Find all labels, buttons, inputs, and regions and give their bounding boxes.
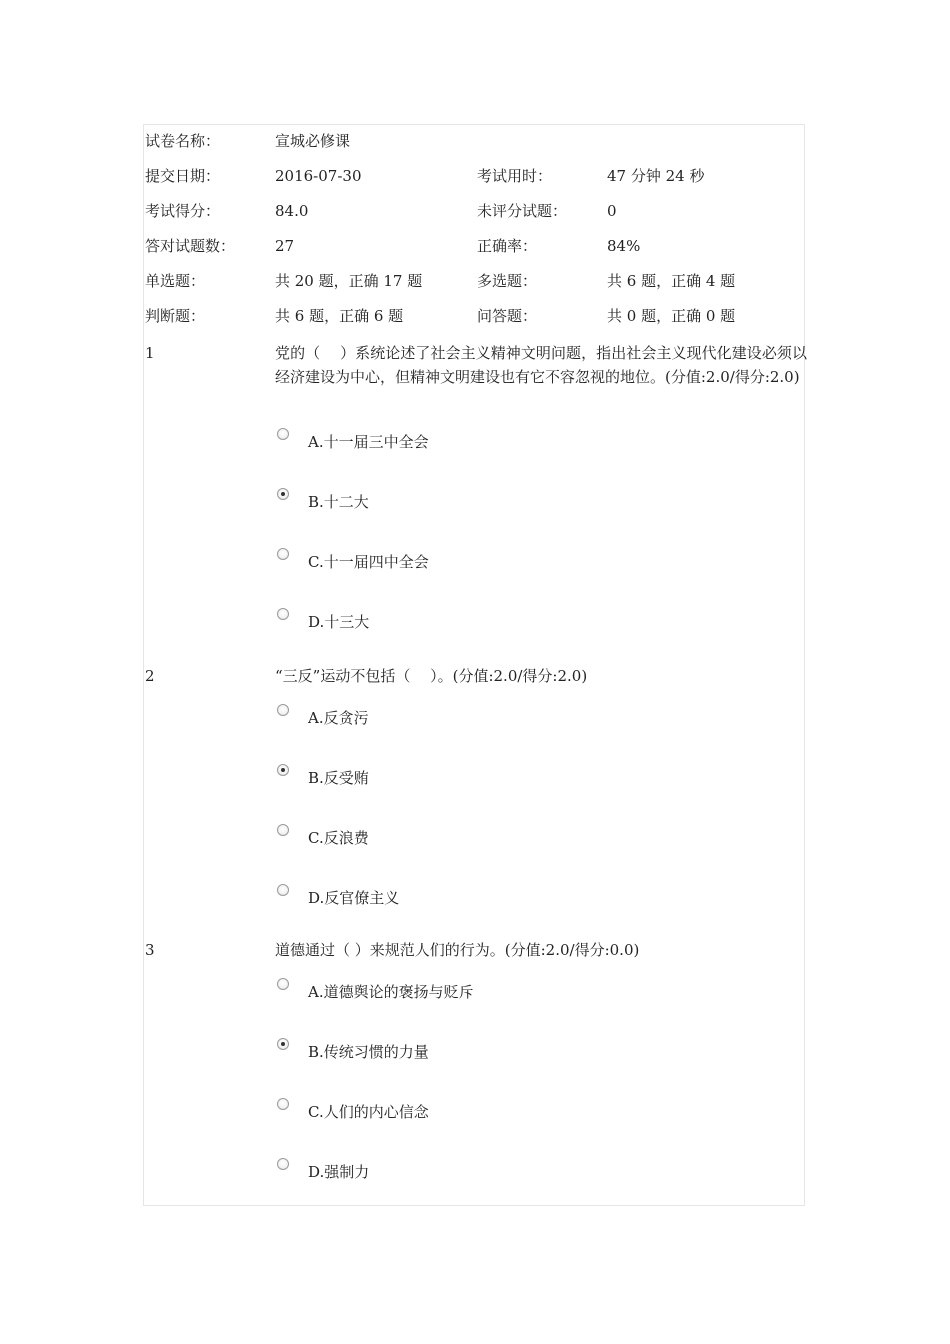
option-b[interactable] — [277, 764, 677, 790]
ungraded-value: 0 — [607, 202, 617, 220]
radio-button-icon[interactable] — [277, 548, 289, 560]
option-label: C.十一届四中全会 — [308, 553, 429, 571]
radio-button-icon[interactable] — [277, 824, 289, 836]
radio-button-icon[interactable] — [277, 764, 289, 776]
radio-button-icon[interactable] — [277, 1098, 289, 1110]
accuracy-label: 正确率： — [477, 237, 538, 255]
radio-button-icon[interactable] — [277, 488, 289, 500]
option-label: C.人们的内心信念 — [308, 1103, 429, 1121]
radio-button-icon[interactable] — [277, 704, 289, 716]
submit-date-value: 2016-07-30 — [275, 167, 362, 185]
option-a[interactable] — [277, 978, 677, 1004]
summary-row-paper-name — [145, 131, 805, 166]
summary-row-score — [145, 201, 805, 236]
summary-row-true-false — [145, 306, 805, 341]
summary-row-submit-date — [145, 166, 805, 201]
submit-date-label: 提交日期： — [145, 167, 221, 185]
option-c[interactable] — [277, 1098, 677, 1124]
ungraded-label: 未评分试题： — [477, 202, 568, 220]
option-label: A.十一届三中全会 — [308, 433, 429, 451]
radio-button-icon[interactable] — [277, 428, 289, 440]
true-false-value: 共 6 题，正确 6 题 — [275, 307, 404, 325]
option-label: D.强制力 — [308, 1163, 370, 1181]
option-a[interactable] — [277, 704, 677, 730]
correct-count-value: 27 — [275, 237, 295, 255]
single-choice-label: 单选题： — [145, 272, 206, 290]
option-d[interactable] — [277, 884, 677, 910]
paper-name-label: 试卷名称： — [145, 132, 221, 150]
option-d[interactable] — [277, 608, 677, 634]
question-number: 3 — [145, 941, 155, 959]
option-label: D.十三大 — [308, 613, 370, 631]
radio-button-icon[interactable] — [277, 1038, 289, 1050]
score-value: 84.0 — [275, 202, 309, 220]
single-choice-value: 共 20 题，正确 17 题 — [275, 272, 423, 290]
question-text: “三反”运动不包括（ ）。(分值:2.0/得分:2.0) — [275, 667, 588, 685]
option-label: D.反官僚主义 — [308, 889, 400, 907]
multiple-choice-label: 多选题： — [477, 272, 538, 290]
essay-label: 问答题： — [477, 307, 538, 325]
option-d[interactable] — [277, 1158, 677, 1184]
option-b[interactable] — [277, 488, 677, 514]
correct-count-label: 答对试题数： — [145, 237, 236, 255]
exam-duration-label: 考试用时： — [477, 167, 553, 185]
option-label: B.十二大 — [308, 493, 369, 511]
essay-value: 共 0 题，正确 0 题 — [607, 307, 736, 325]
score-label: 考试得分： — [145, 202, 221, 220]
option-label: B.反受贿 — [308, 769, 369, 787]
question-text: 党的（ ）系统论述了社会主义精神文明问题，指出社会主义现代化建设必须以经济建设为中心，但精神文明建设也有它不容忽视的地位。(分值:2.0/得分:2.0) — [275, 344, 807, 386]
radio-button-icon[interactable] — [277, 884, 289, 896]
multiple-choice-value: 共 6 题，正确 4 题 — [607, 272, 736, 290]
option-label: A.道德舆论的褒扬与贬斥 — [308, 983, 474, 1001]
option-label: C.反浪费 — [308, 829, 369, 847]
radio-button-icon[interactable] — [277, 608, 289, 620]
option-c[interactable] — [277, 548, 677, 574]
true-false-label: 判断题： — [145, 307, 206, 325]
option-c[interactable] — [277, 824, 677, 850]
accuracy-value: 84% — [607, 237, 641, 255]
question-text: 道德通过（ ）来规范人们的行为。(分值:2.0/得分:0.0) — [275, 941, 640, 959]
option-label: B.传统习惯的力量 — [308, 1043, 429, 1061]
summary-row-correct-count — [145, 236, 805, 271]
question-number: 1 — [145, 344, 155, 362]
option-a[interactable] — [277, 428, 677, 454]
exam-duration-value: 47 分钟 24 秒 — [607, 167, 705, 185]
exam-summary — [145, 131, 805, 341]
radio-button-icon[interactable] — [277, 1158, 289, 1170]
question-number: 2 — [145, 667, 155, 685]
radio-button-icon[interactable] — [277, 978, 289, 990]
option-label: A.反贪污 — [308, 709, 369, 727]
summary-row-single-choice — [145, 271, 805, 306]
option-b[interactable] — [277, 1038, 677, 1064]
paper-name-value: 宣城必修课 — [275, 132, 351, 150]
